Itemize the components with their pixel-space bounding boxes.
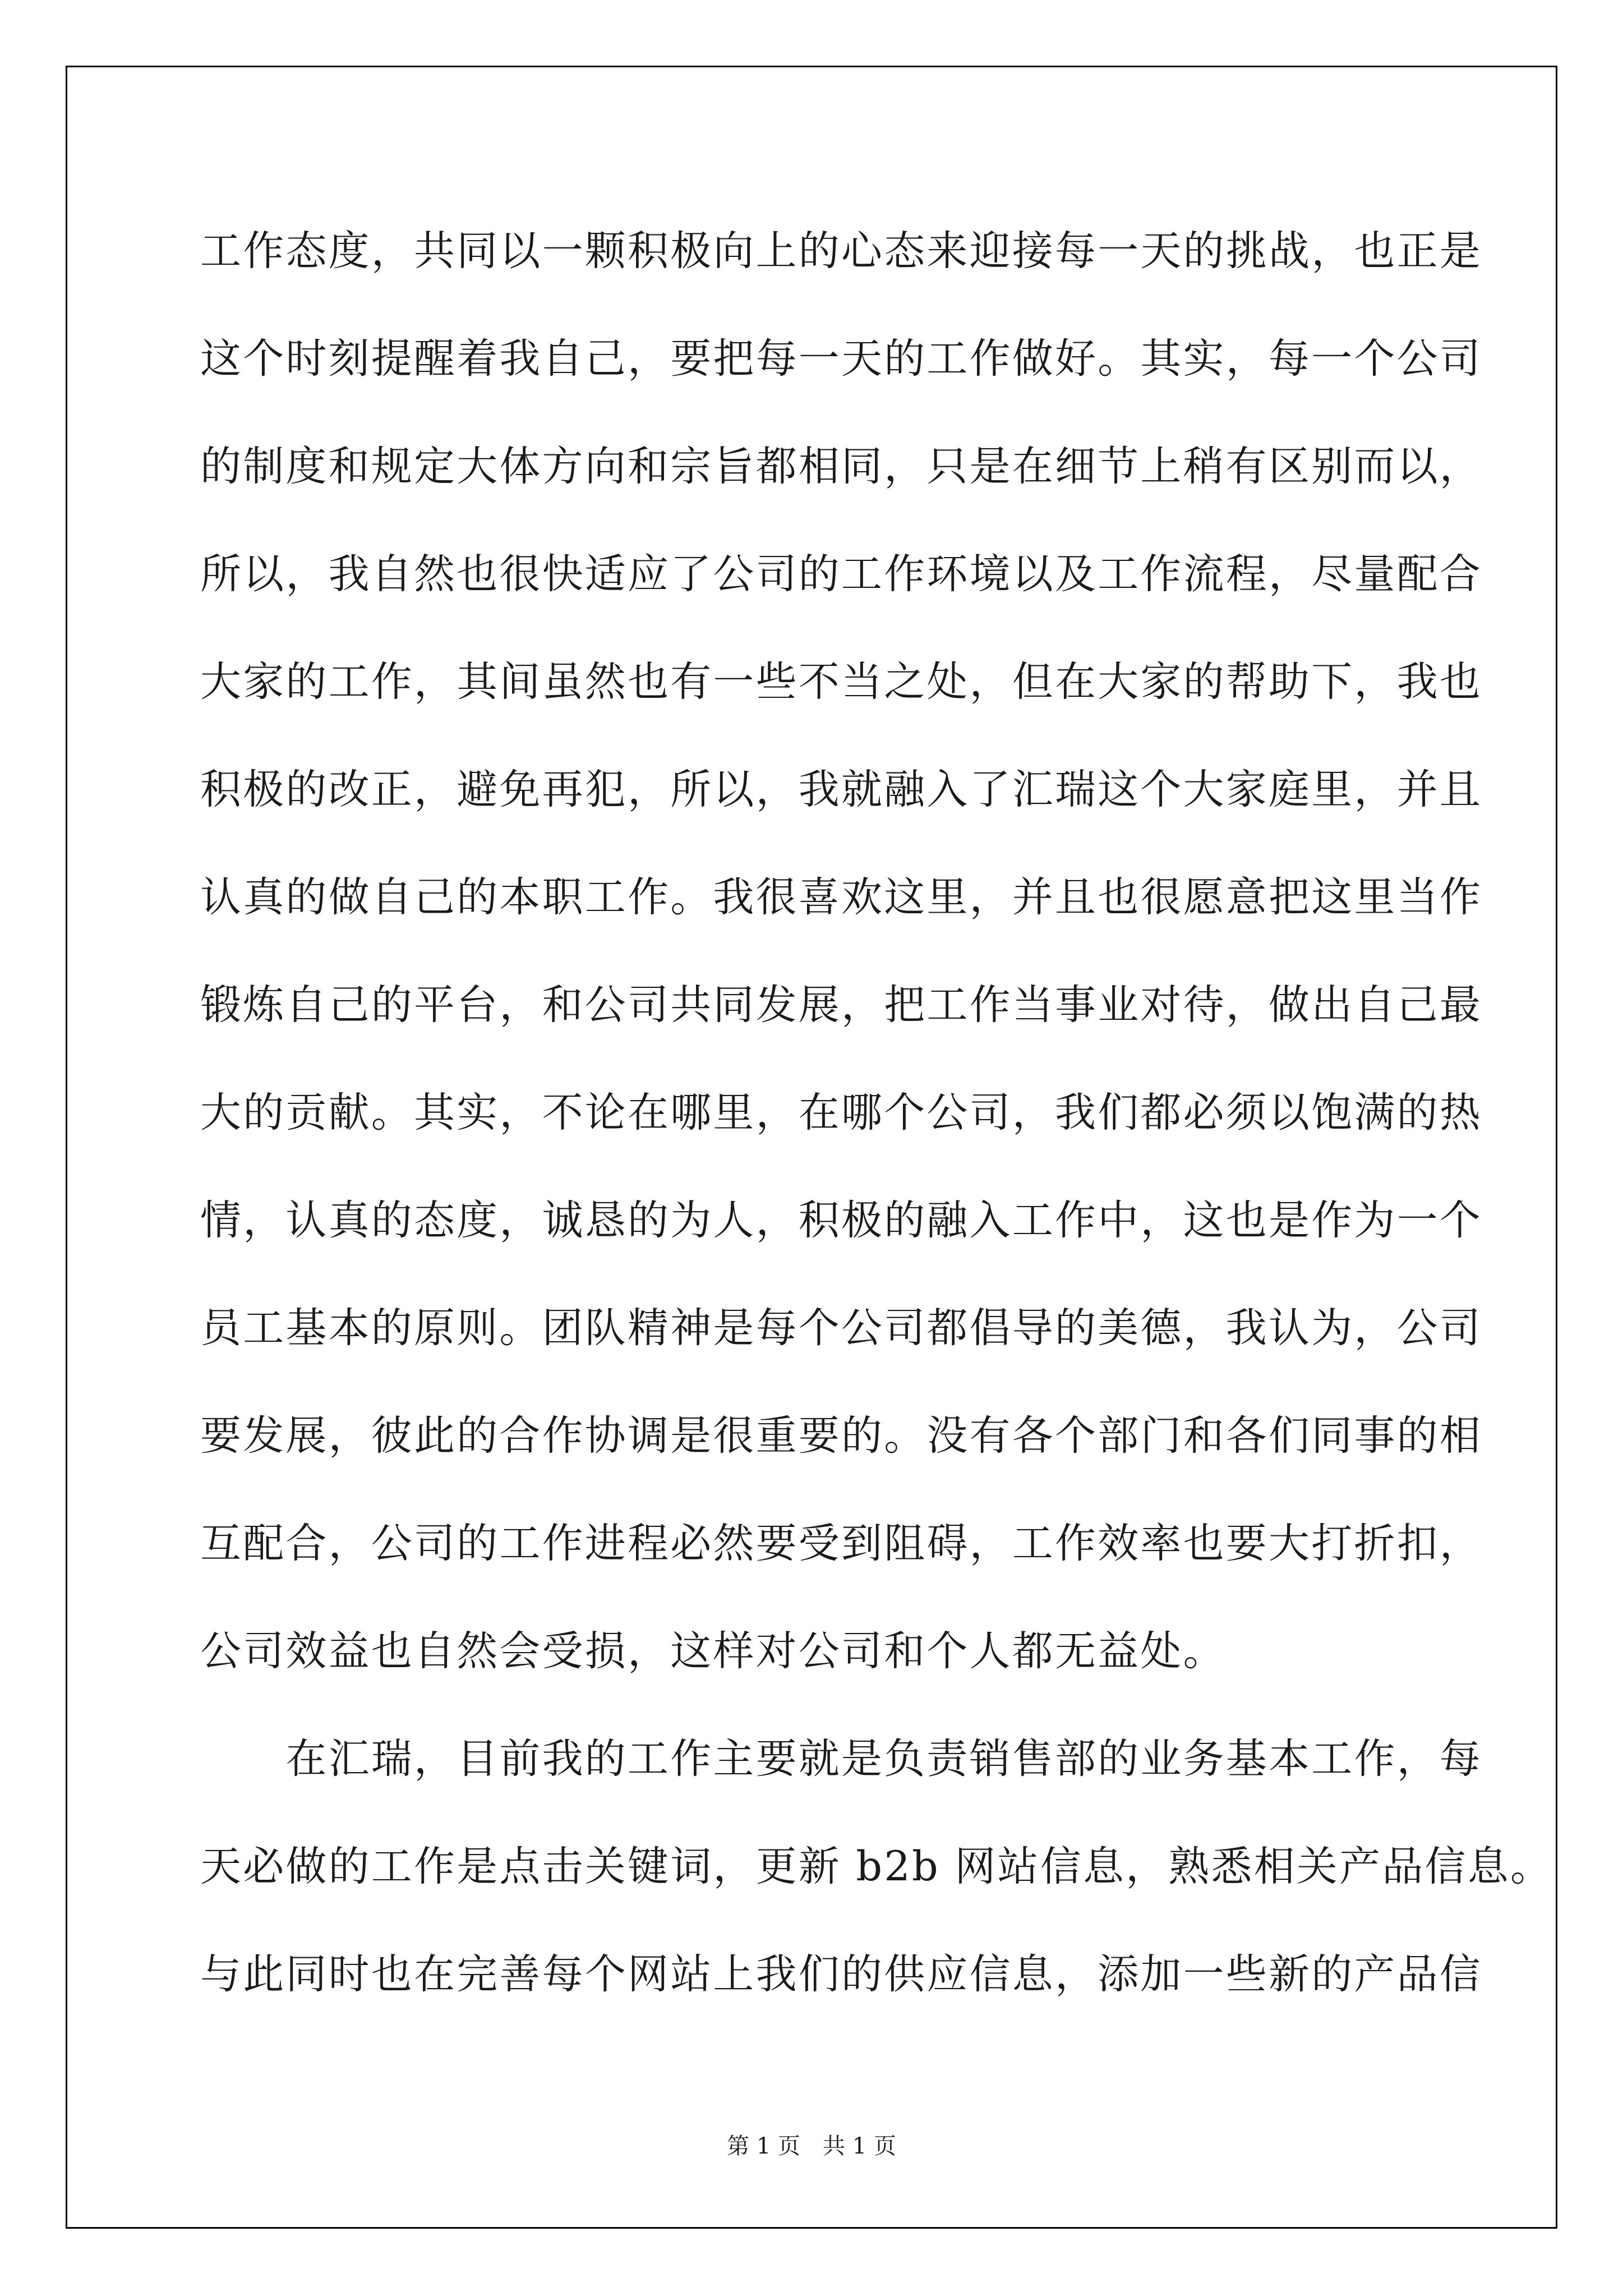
- paragraph-start-line: 在汇瑞，目前我的工作主要就是负责销售部的业务基本工作，每: [200, 1735, 1482, 1783]
- text-line: 的制度和规定大体方向和宗旨都相同，只是在细节上稍有区别而以，: [200, 443, 1482, 490]
- text-line: 认真的做自己的本职工作。我很喜欢这里，并且也很愿意把这里当作: [200, 873, 1482, 921]
- text-line: 大的贡献。其实，不论在哪里，在哪个公司，我们都必须以饱满的热: [200, 1089, 1482, 1137]
- text-line: 要发展，彼此的合作协调是很重要的。没有各个部门和各们同事的相: [200, 1412, 1482, 1460]
- text-line: 互配合，公司的工作进程必然要受到阻碍，工作效率也要大打折扣，: [200, 1520, 1482, 1567]
- text-line: 公司效益也自然会受损，这样对公司和个人都无益处。: [200, 1627, 1226, 1675]
- text-line: 大家的工作，其间虽然也有一些不当之处，但在大家的帮助下，我也: [200, 658, 1482, 706]
- text-line: 这个时刻提醒着我自己，要把每一天的工作做好。其实，每一个公司: [200, 335, 1482, 383]
- page-border: [66, 66, 1557, 2229]
- text-line: 积极的改正，避免再犯，所以，我就融入了汇瑞这个大家庭里，并且: [200, 766, 1482, 813]
- text-line: 情，认真的态度，诚恳的为人，积极的融入工作中，这也是作为一个: [200, 1197, 1482, 1244]
- text-line: 工作态度，共同以一颗积极向上的心态来迎接每一天的挑战，也正是: [200, 227, 1482, 275]
- text-line: 天必做的工作是点击关键词，更新 b2b 网站信息，熟悉相关产品信息。: [200, 1843, 1553, 1890]
- text-line: 锻炼自己的平台，和公司共同发展，把工作当事业对待，做出自己最: [200, 981, 1482, 1029]
- page-footer: 第 1 页 共 1 页: [727, 2133, 896, 2159]
- text-line: 员工基本的原则。团队精神是每个公司都倡导的美德，我认为，公司: [200, 1304, 1482, 1352]
- text-line: 与此同时也在完善每个网站上我们的供应信息，添加一些新的产品信: [200, 1950, 1482, 1998]
- text-line: 所以，我自然也很快适应了公司的工作环境以及工作流程，尽量配合: [200, 550, 1482, 598]
